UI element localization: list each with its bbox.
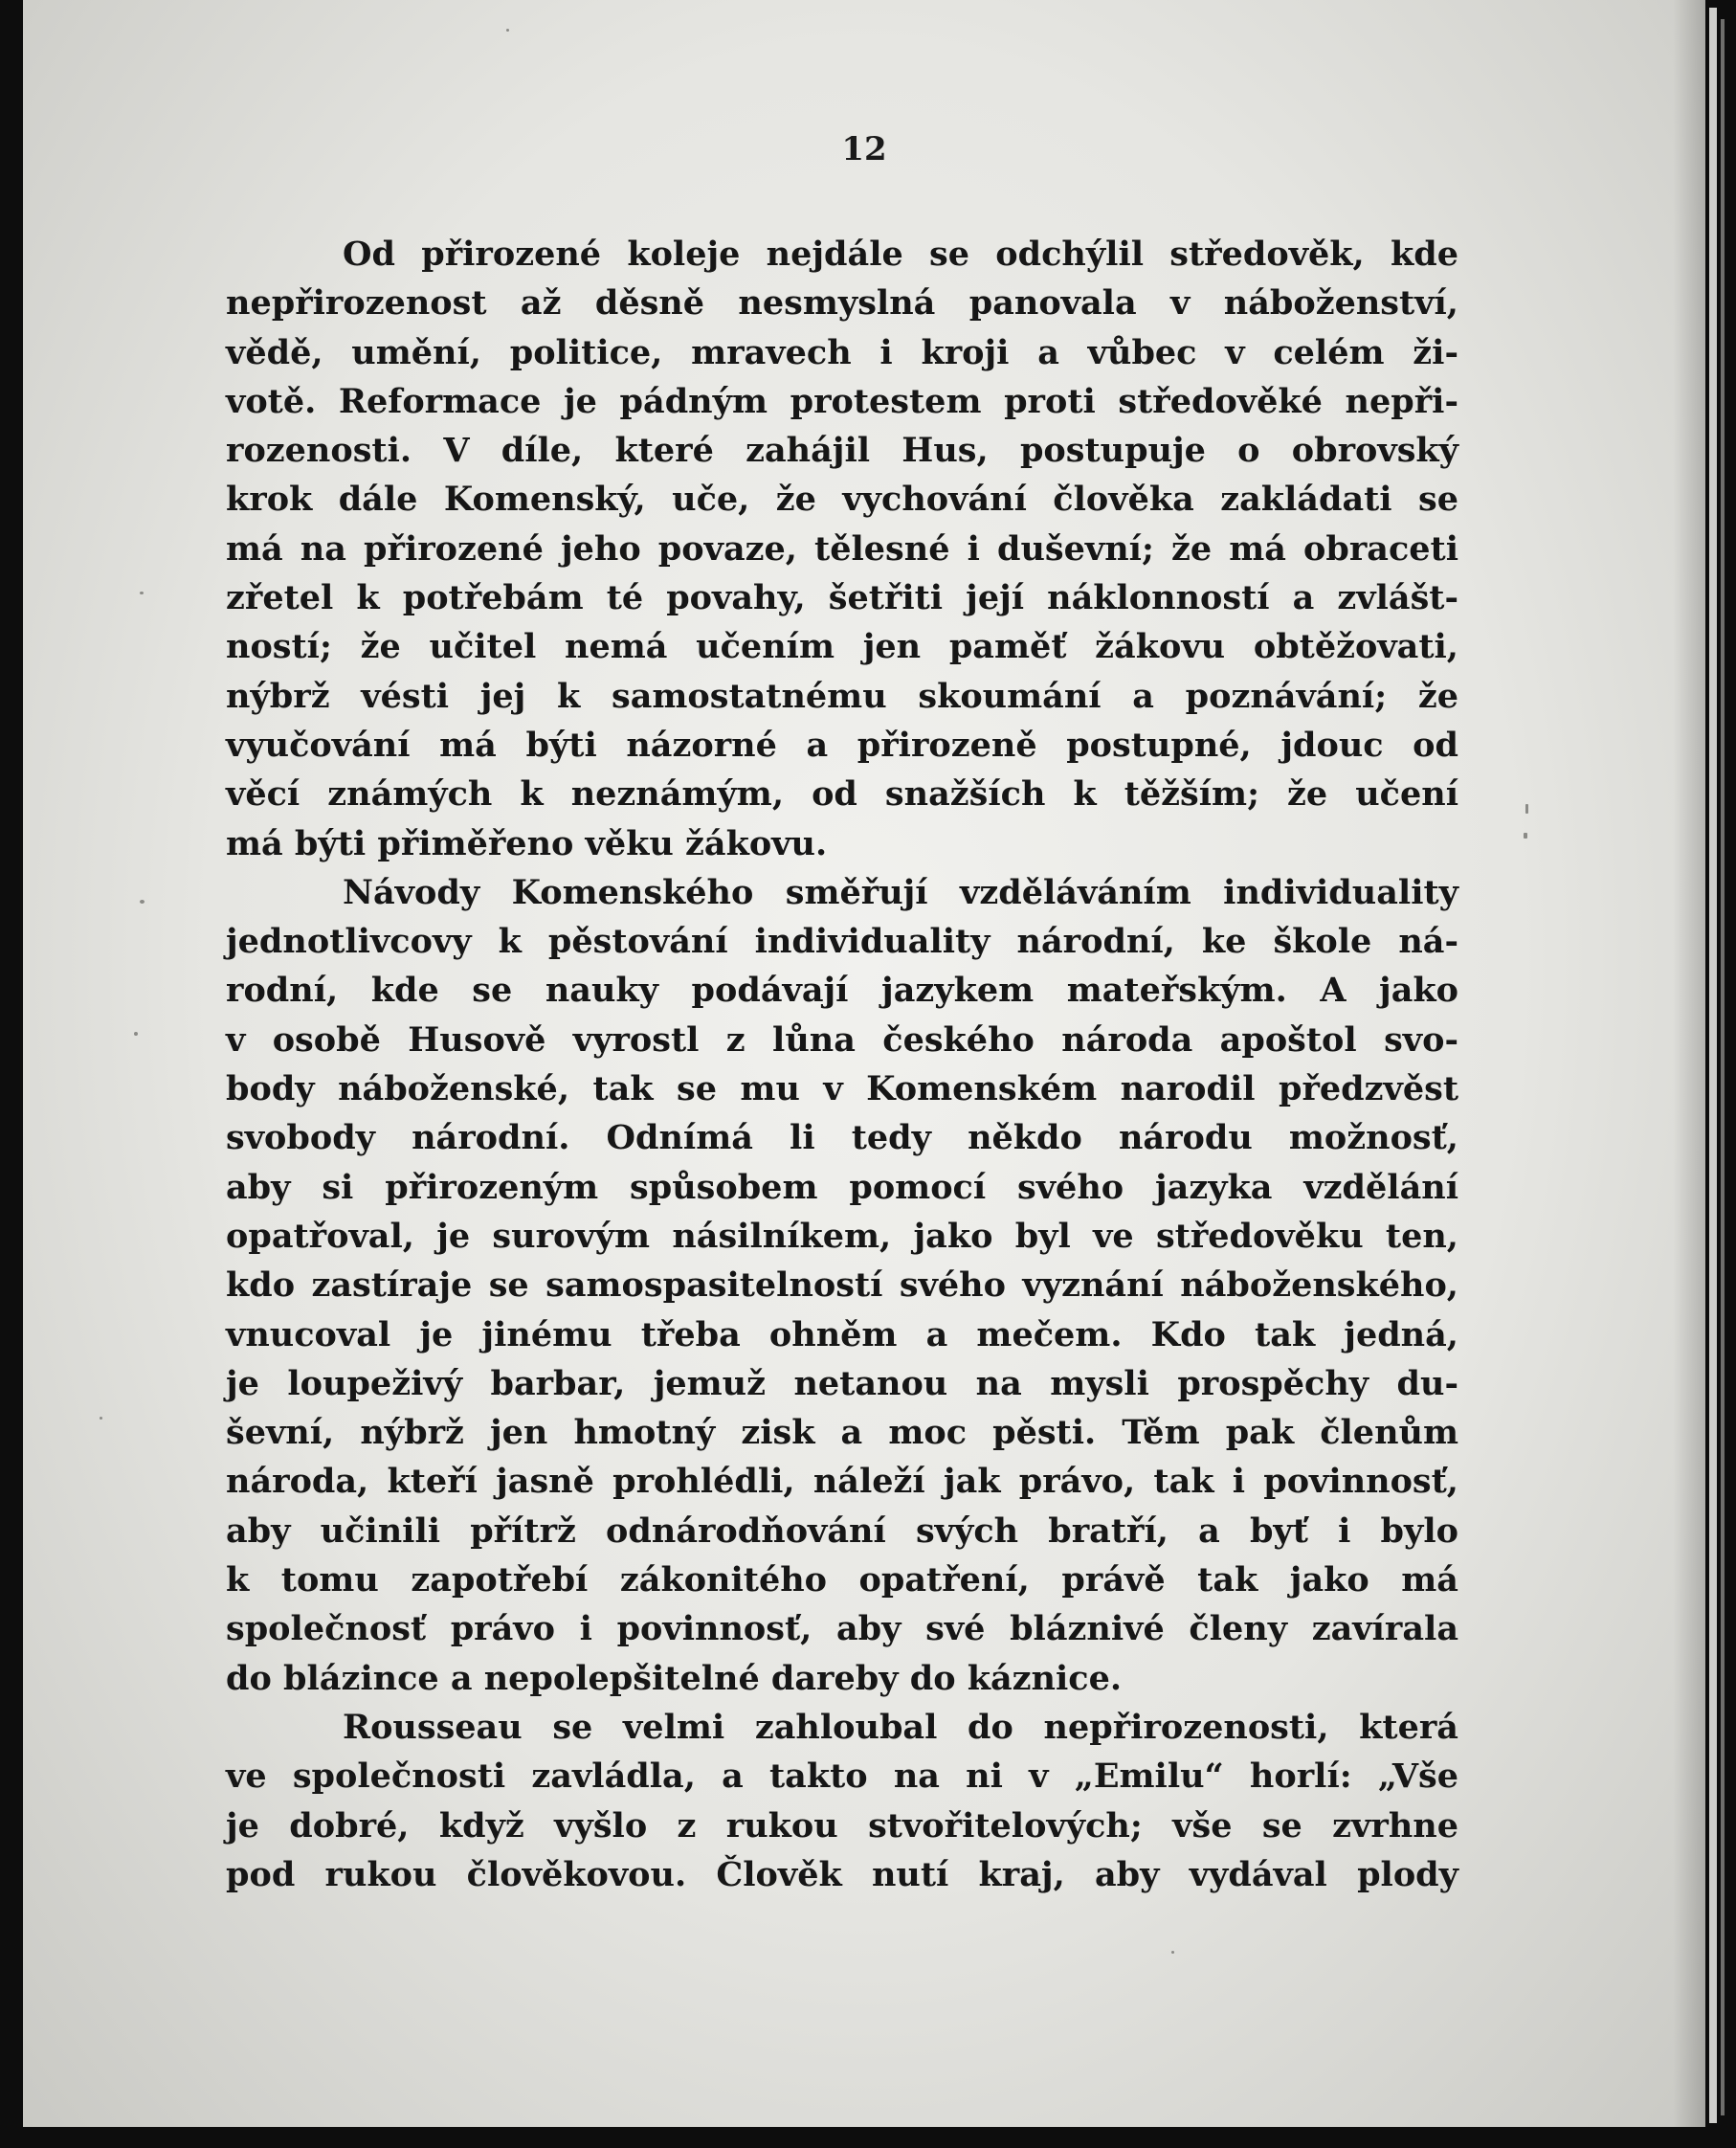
page-number: 12: [841, 130, 887, 168]
text-line: společnosť právo i povinnosť, aby své bláznivé členy zavírala: [226, 1609, 1458, 1649]
text-line: svobody národní. Odnímá li tedy někdo národu možnosť,: [226, 1118, 1458, 1158]
text-line: votě. Reformace je pádným protestem proti středověké nepři-: [226, 381, 1458, 421]
book-page: [23, 0, 1705, 2127]
text-line: nepřirozenost až děsně nesmyslná panovala v náboženství,: [226, 283, 1458, 324]
text-line: věcí známých k neznámým, od snažších k těžším; že učení: [226, 774, 1458, 815]
text-line: aby si přirozeným spůsobem pomocí svého jazyka vzdělání: [226, 1167, 1458, 1207]
text-line: ševní, nýbrž jen hmotný zisk a moc pěsti. Těm pak členům: [226, 1413, 1458, 1453]
text-line: vnucoval je jinému třeba ohněm a mečem. Kdo tak jedná,: [226, 1314, 1458, 1354]
text-line: Návody Komenského směřují vzděláváním individuality: [343, 872, 1458, 912]
dust-speck: [134, 1032, 138, 1036]
dust-speck: [140, 900, 145, 904]
text-line: zřetel k potřebám té povahy, šetřiti její náklonností a zvlášt-: [226, 578, 1458, 618]
text-line: Rousseau se velmi zahloubal do nepřirozenosti, která: [343, 1707, 1458, 1747]
text-line: pod rukou člověkovou. Člověk nutí kraj, aby vydával plody: [226, 1854, 1458, 1894]
dust-speck: [1171, 1951, 1174, 1954]
text-line: ve společnosti zavládla, a takto na ni v „Emilu“ horlí: „Vše: [226, 1756, 1458, 1797]
text-line: má býti přiměřeno věku žákovu.: [226, 823, 828, 863]
text-line: rodní, kde se nauky podávají jazykem mateřským. A jako: [226, 971, 1458, 1011]
text-line: je loupeživý barbar, jemuž netanou na mysli prospěchy du-: [226, 1363, 1458, 1403]
text-line: v osobě Husově vyrostl z lůna českého národa apoštol svo-: [226, 1019, 1458, 1060]
text-line: body náboženské, tak se mu v Komenském narodil předzvěst: [226, 1069, 1458, 1109]
body-text: [226, 230, 1458, 1899]
text-line: k tomu zapotřebí zákonitého opatření, právě tak jako má: [226, 1560, 1458, 1600]
text-line: do blázince a nepolepšitelné dareby do káznice.: [226, 1658, 1123, 1698]
page-fore-edge: [1709, 8, 1717, 2123]
page-fore-edge-shadow: [1721, 19, 1725, 2115]
text-line: jednotlivcovy k pěstování individuality národní, ke škole ná-: [226, 922, 1458, 962]
text-line: nýbrž vésti jej k samostatnému skoumání a poznávání; že: [226, 676, 1458, 716]
text-line: ností; že učitel nemá učením jen paměť žákovu obtěžovati,: [226, 627, 1458, 667]
text-line: národa, kteří jasně prohlédli, náleží jak právo, tak i povinnosť,: [226, 1462, 1458, 1502]
page-edge-shadow: [1673, 0, 1705, 2127]
text-line: krok dále Komenský, uče, že vychování člověka zakládati se: [226, 480, 1458, 520]
dust-speck: [100, 1417, 102, 1420]
dust-speck: [1525, 804, 1528, 814]
text-line: aby učinili přítrž odnárodňování svých bratří, a byť i bylo: [226, 1510, 1458, 1551]
text-line: vědě, umění, politice, mravech i kroji a vůbec v celém ži-: [226, 332, 1458, 372]
dust-speck: [1524, 833, 1527, 839]
text-line: kdo zastíraje se samospasitelností svého vyznání náboženského,: [226, 1265, 1458, 1306]
text-line: Od přirozené koleje nejdále se odchýlil středověk, kde: [343, 235, 1458, 274]
dust-speck: [506, 29, 509, 32]
text-line: má na přirozené jeho povaze, tělesné i duševní; že má obraceti: [226, 528, 1458, 569]
text-line: opatřoval, je surovým násilníkem, jako byl ve středověku ten,: [226, 1216, 1458, 1256]
text-line: je dobré, když vyšlo z rukou stvořitelových; vše se zvrhne: [226, 1805, 1458, 1846]
dust-speck: [140, 592, 144, 594]
text-line: vyučování má býti názorné a přirozeně postupné, jdouc od: [226, 725, 1458, 765]
text-line: rozenosti. V díle, které zahájil Hus, postupuje o obrovský: [226, 431, 1458, 471]
